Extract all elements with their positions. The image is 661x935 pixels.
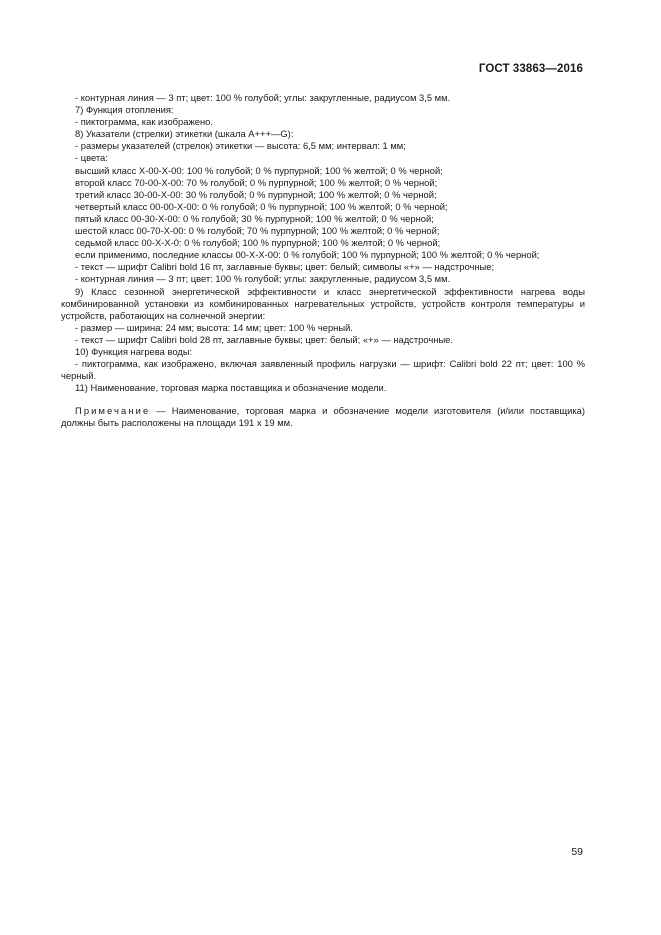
text-line: третий класс 30-00-X-00: 30 % голубой; 0 % пурпурной; 100 % желтой; 0 % черной; — [75, 188, 437, 200]
paragraph-item-10: - пиктограмма, как изображено, включая заявленный профиль нагрузки — шрифт: Calibri bold 22 пт; цвет: 100 % черный. — [61, 358, 585, 382]
text-line: четвертый класс 00-00-X-00: 0 % голубой; 0 % пурпурной; 100 % желтой; 0 % черной; — [75, 200, 448, 212]
text-line: - размеры указателей (стрелок) этикетки — высота: 6,5 мм; интервал: 1 мм; — [75, 140, 406, 152]
text-line: пятый класс 00-30-X-00: 0 % голубой; 30 % пурпурной; 100 % желтой; 0 % черной; — [75, 212, 434, 224]
document-body — [61, 92, 585, 430]
page-number: 59 — [571, 846, 583, 858]
text-line: - пиктограмма, как изображено. — [75, 116, 213, 128]
text-line: - контурная линия — 3 пт; цвет: 100 % голубой; углы: закругленные, радиусом 3,5 мм. — [75, 92, 451, 103]
text-line: высший класс X-00-X-00: 100 % голубой; 0 % пурпурной; 100 % желтой; 0 % черной; — [75, 164, 443, 176]
text-line: - контурная линия — 3 пт; цвет: 100 % голубой; углы: закругленные, радиусом 3,5 мм. — [75, 273, 451, 285]
note-label: Примечание — [75, 405, 151, 417]
standard-code-header: ГОСТ 33863—2016 — [478, 63, 583, 75]
text-line: 10) Функция нагрева воды: — [75, 345, 193, 357]
text-line: второй класс 70-00-X-00: 70 % голубой; 0 % пурпурной; 100 % желтой; 0 % черной; — [75, 176, 438, 188]
paragraph-item-9: 9) Класс сезонной энергетической эффективности и класс энергетической эффективности нагрева воды комбинированной установки из комбинированных нагревательных устройств, устройств контроля температуры и устройств, работающих на солнечной энергии: — [61, 285, 585, 321]
text-line: - цвета: — [75, 152, 108, 164]
text-line: 11) Наименование, торговая марка поставщика и обозначение модели. — [75, 382, 387, 394]
text-line: - размер — ширина: 24 мм; высота: 14 мм; цвет: 100 % черный. — [75, 321, 353, 333]
note-paragraph — [61, 405, 585, 429]
text-line: седьмой класс 00-X-X-0: 0 % голубой; 100 % пурпурной; 100 % желтой; 0 % черной; — [75, 237, 441, 249]
note-text: — Наименование, торговая марка и обозначение модели изготовителя (и/или поставщика) должны быть расположены на площади 191 х 19 мм. — [61, 405, 585, 429]
text-line: 7) Функция отопления: — [75, 104, 174, 116]
text-line: - текст — шрифт Calibri bold 28 пт, заглавные буквы; цвет: белый; «+» — надстрочные. — [75, 333, 453, 345]
text-line: если применимо, последние классы 00-X-X-00: 0 % голубой; 100 % пурпурной; 100 % желтой; 0 % черной; — [75, 249, 540, 261]
text-line: - текст — шрифт Calibri bold 16 пт, заглавные буквы; цвет: белый; символы «+» — надстрочные; — [75, 261, 495, 273]
text-line: 8) Указатели (стрелки) этикетки (шкала A+++—G): — [75, 128, 294, 140]
text-line: шестой класс 00-70-X-00: 0 % голубой; 70 % пурпурной; 100 % желтой; 0 % черной; — [75, 225, 440, 237]
